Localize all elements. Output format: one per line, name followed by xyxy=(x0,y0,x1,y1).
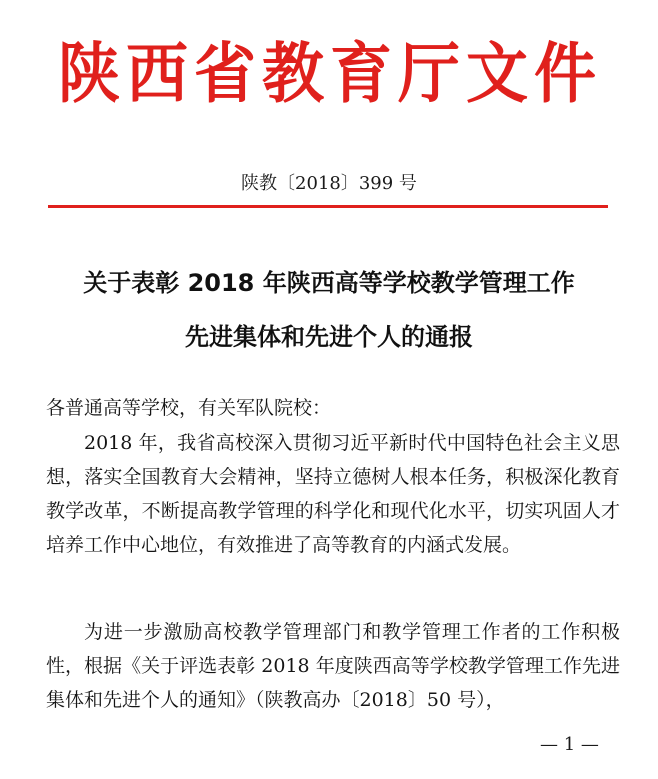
red-divider-line xyxy=(48,205,608,208)
salutation: 各普通高等学校，有关军队院校： xyxy=(46,397,332,419)
body-paragraph-1: 2018 年，我省高校深入贯彻习近平新时代中国特色社会主义思想，落实全国教育大会精神，坚持立德树人根本任务，积极深化教育教学改革，不断提高教学管理的科学化和现代化水平，切实巩固人才培养工作中心地位，有效推进了高等教育的内涵式发展。 xyxy=(46,432,620,556)
page-number: — 1 — xyxy=(540,734,599,755)
document-title-line-1: 关于表彰 2018 年陕西高等学校教学管理工作 xyxy=(83,269,575,297)
document-number: 陕教〔2018〕399 号 xyxy=(241,173,417,194)
document-masthead: 陕西省教育厅文件 xyxy=(57,35,602,112)
body-paragraph-2: 为进一步激励高校教学管理部门和教学管理工作者的工作积极性，根据《关于评选表彰 2018 年度陕西高等学校教学管理工作先进集体和先进个人的通知》（陕教高办〔2018〕50 号）， xyxy=(46,621,620,711)
document-title-line-2: 先进集体和先进个人的通报 xyxy=(185,323,473,351)
